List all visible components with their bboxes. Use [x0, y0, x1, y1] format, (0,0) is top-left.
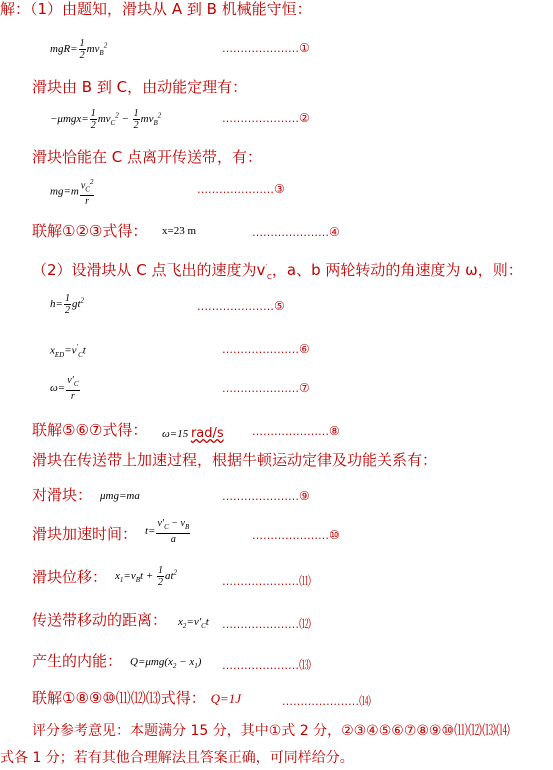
dots-3: …………………③	[197, 182, 285, 196]
line-9: 滑块加速时间：	[32, 525, 138, 543]
dots-11: …………………⑾	[222, 574, 312, 588]
equation-1: mgR= $\frac{1}{2}$ $mv_B^2$	[50, 38, 108, 61]
line-10: 滑块位移：	[32, 568, 108, 586]
fraction-half: $\frac{1}{2}$	[79, 38, 85, 61]
equation-9: μmg=ma	[100, 490, 140, 502]
line-11: 传送带移动的距离：	[32, 611, 168, 629]
dots-12: …………………⑿	[222, 617, 312, 631]
dots-4: …………………④	[252, 225, 340, 239]
equation-7: ω= $\frac{v'_C}{r}$	[50, 375, 79, 402]
line-4: 联解①②③式得：	[32, 222, 148, 240]
mark-9: ⑨	[299, 489, 310, 503]
dots-7: …………………⑦	[222, 381, 310, 395]
equation-4: x=23 m	[162, 225, 197, 237]
dots-9: …………………⑨	[222, 489, 310, 503]
dots-8: …………………⑧	[252, 424, 340, 438]
dots-5: …………………⑤	[197, 299, 285, 313]
equation-14: Q=1J	[210, 691, 242, 706]
unit-rad-s: rad/s	[190, 426, 224, 441]
eq1-left: mgR=	[50, 43, 78, 56]
scoring-note-1: 评分参考意见：本题满分 15 分，其中①式 2 分，②③④⑤⑥⑦⑧⑨⑩⑾⑿⒀⒁	[32, 723, 511, 739]
line-5: （2）设滑块从 C 点飞出的速度为$v'_C$，a、b 两轮转动的角速度为 ω，则：	[32, 261, 523, 281]
mark-13: ⒀	[299, 658, 312, 672]
equation-12: $x_2=v'_Ct$	[178, 616, 209, 631]
line-7: 滑块在传送带上加速过程，根据牛顿运动定律及功能关系有：	[32, 451, 438, 469]
dots-1: …………………①	[222, 41, 310, 55]
dots-10: …………………⑩	[252, 528, 340, 542]
eq1-right: mv	[86, 43, 100, 56]
dots-2: …………………②	[222, 111, 310, 125]
line-13: 联解①⑧⑨⑩⑾⑿⒀式得： Q=1J	[32, 689, 242, 707]
mark-10: ⑩	[329, 528, 340, 542]
mark-6: ⑥	[299, 342, 310, 356]
mark-12: ⑿	[299, 617, 312, 631]
line-2: 滑块由 B 到 C，由动能定理有：	[32, 78, 248, 96]
mark-2: ②	[299, 111, 310, 125]
equation-11: $x_1=v_Bt$ + $\frac{1}{2}$ $at^2$	[115, 565, 178, 588]
equation-6: $x_{ED}=v'_Ct$	[50, 343, 86, 359]
equation-10: t= $\frac{v'_C - v_B}{a}$	[145, 518, 190, 545]
mark-4: ④	[329, 225, 340, 239]
scoring-note-2: 式各 1 分；若有其他合理解法且答案正确，可同样给分。	[0, 750, 354, 766]
mark-1: ①	[299, 41, 310, 55]
dots-6: …………………⑥	[222, 342, 310, 356]
line-8: 对滑块：	[32, 486, 93, 504]
line-3: 滑块恰能在 C 点离开传送带，有：	[32, 148, 263, 166]
equation-13: $Q=\mu mg(x_2 - x_1)$	[130, 656, 202, 671]
equation-3: mg=m $\frac{v_C^2}{r}$	[50, 178, 94, 208]
solution-intro	[0, 0, 312, 18]
dots-14: …………………⒁	[282, 694, 372, 708]
mark-7: ⑦	[299, 381, 310, 395]
line-1-text: 解：（1）由题知，滑块从 A 到 B 机械能守恒：	[0, 0, 312, 18]
dots-13: …………………⒀	[222, 658, 312, 672]
mark-11: ⑾	[299, 574, 312, 588]
mark-5: ⑤	[274, 299, 285, 313]
equation-5: h= $\frac{1}{2}$ $gt^2$	[50, 293, 84, 316]
line-6: 联解⑤⑥⑦式得：	[32, 421, 148, 439]
equation-2: −μmgx= $\frac{1}{2}$ $mv_C^2$ − $\frac{1}{2}$ $mv_B^2$	[50, 108, 162, 131]
mark-3: ③	[274, 182, 285, 196]
mark-14: ⒁	[359, 694, 372, 708]
equation-8: ω=15 rad/s	[162, 426, 224, 441]
mark-8: ⑧	[329, 424, 340, 438]
line-12: 产生的内能：	[32, 652, 123, 670]
